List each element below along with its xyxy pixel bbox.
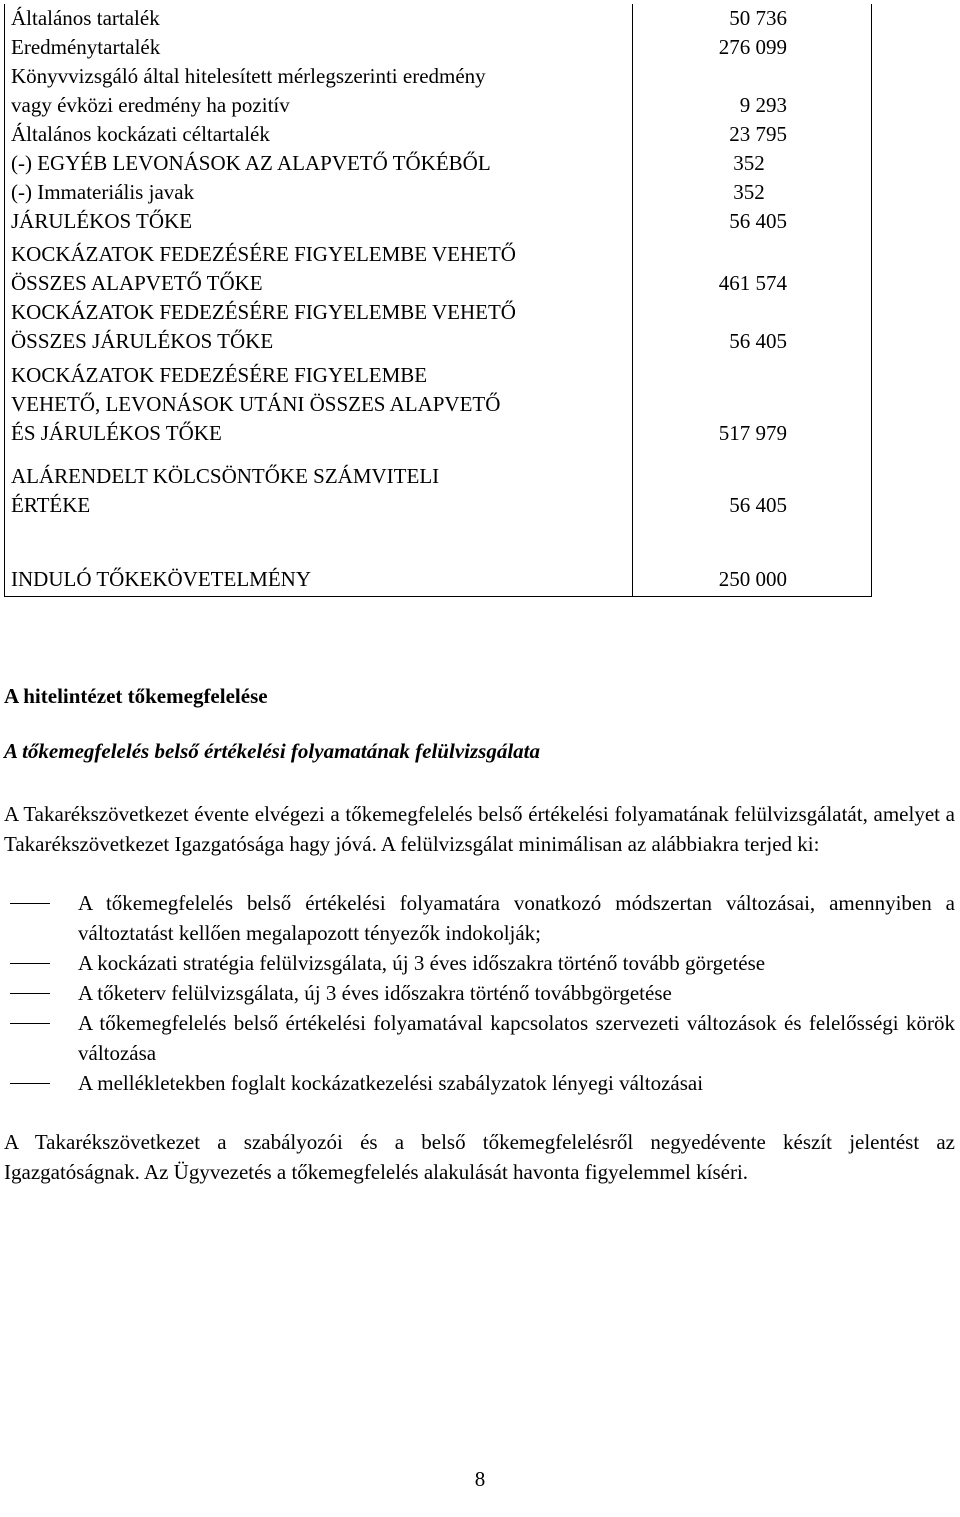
- closing-paragraph: A Takarékszövetkezet a szabályozói és a belső tőkemegfelelésről negyedévente készít jelentést az Igazgatóságnak. Az Ügyvezetés a tőkemegfelelés alakulását havonta figyelemmel kíséri.: [4, 1130, 955, 1184]
- list-item: [4, 1068, 955, 1098]
- section-subheading: A tőkemegfelelés belső értékelési folyamatának felülvizsgálata: [4, 739, 540, 763]
- row-label: JÁRULÉKOS TŐKE: [5, 207, 633, 236]
- dash-bullet-icon: [10, 903, 50, 904]
- list-item: [4, 1008, 955, 1068]
- row-value: 517 979: [633, 356, 872, 452]
- table-row: [5, 33, 872, 62]
- row-label: INDULÓ TŐKEKÖVETELMÉNY: [5, 524, 633, 596]
- row-label: (-) Immateriális javak: [5, 178, 633, 207]
- row-label: Eredménytartalék: [5, 33, 633, 62]
- list-item-text: A kockázati stratégia felülvizsgálata, új 3 éves időszakra történő tovább görgetése: [78, 951, 766, 975]
- table-row: [5, 356, 872, 452]
- row-value: 56 405: [633, 452, 872, 524]
- capital-table-wrapper: [4, 4, 871, 597]
- row-value: 56 405: [633, 298, 872, 356]
- table-row: [5, 178, 872, 207]
- row-label: ALÁRENDELT KÖLCSÖNTŐKE SZÁMVITELI ÉRTÉKE: [5, 452, 633, 524]
- table-row: [5, 524, 872, 596]
- row-label: Általános tartalék: [5, 4, 633, 33]
- row-value: 9 293: [633, 62, 872, 120]
- row-label: Könyvvizsgáló által hitelesített mérlegszerinti eredmény vagy évközi eredmény ha pozitív: [5, 62, 633, 120]
- table-row: [5, 452, 872, 524]
- dash-bullet-icon: [10, 1083, 50, 1084]
- dash-bullet-icon: [10, 963, 50, 964]
- list-item-text: A tőketerv felülvizsgálata, új 3 éves időszakra történő továbbgörgetése: [78, 981, 672, 1005]
- table-row: [5, 62, 872, 120]
- list-item-text: A tőkemegfelelés belső értékelési folyamatával kapcsolatos szervezeti változások és felelősségi körök változása: [78, 1011, 955, 1065]
- row-value: 56 405: [633, 207, 872, 236]
- list-item-text: A tőkemegfelelés belső értékelési folyamatára vonatkozó módszertan változásai, amennyiben a változtatást kellően megalapozott tényezők indokolják;: [78, 891, 955, 945]
- list-item-text: A mellékletekben foglalt kockázatkezelési szabályzatok lényegi változásai: [78, 1071, 704, 1095]
- section-heading: A hitelintézet tőkemegfelelése: [4, 684, 268, 708]
- review-items-list: [4, 888, 955, 1098]
- table-row: [5, 298, 872, 356]
- row-label: Általános kockázati céltartalék: [5, 120, 633, 149]
- table-row: [5, 236, 872, 298]
- table-row: [5, 4, 872, 33]
- intro-paragraph: A Takarékszövetkezet évente elvégezi a tőkemegfelelés belső értékelési folyamatának felülvizsgálatát, amelyet a Takarékszövetkezet Igazgatósága hagy jóvá. A felülvizsgálat minimálisan az alábbiakra terjed ki:: [4, 802, 955, 856]
- table-row: [5, 207, 872, 236]
- row-value: 50 736: [633, 4, 872, 33]
- row-value: 352: [633, 149, 872, 178]
- table-row: [5, 149, 872, 178]
- row-label: KOCKÁZATOK FEDEZÉSÉRE FIGYELEMBE VEHETŐ, LEVONÁSOK UTÁNI ÖSSZES ALAPVETŐ ÉS JÁRULÉKOS TŐKE: [5, 356, 633, 452]
- list-item: [4, 978, 955, 1008]
- table-row: [5, 120, 872, 149]
- row-value: 461 574: [633, 236, 872, 298]
- row-value: 250 000: [633, 524, 872, 596]
- row-value: 23 795: [633, 120, 872, 149]
- capital-table: [4, 4, 872, 597]
- row-label: KOCKÁZATOK FEDEZÉSÉRE FIGYELEMBE VEHETŐ ÖSSZES JÁRULÉKOS TŐKE: [5, 298, 633, 356]
- row-value: 352: [633, 178, 872, 207]
- dash-bullet-icon: [10, 1023, 50, 1024]
- row-value: 276 099: [633, 33, 872, 62]
- page-number: 8: [474, 1467, 486, 1491]
- list-item: [4, 948, 955, 978]
- row-label: (-) EGYÉB LEVONÁSOK AZ ALAPVETŐ TŐKÉBŐL: [5, 149, 633, 178]
- row-label: KOCKÁZATOK FEDEZÉSÉRE FIGYELEMBE VEHETŐ ÖSSZES ALAPVETŐ TŐKE: [5, 236, 633, 298]
- list-item: [4, 888, 955, 948]
- dash-bullet-icon: [10, 993, 50, 994]
